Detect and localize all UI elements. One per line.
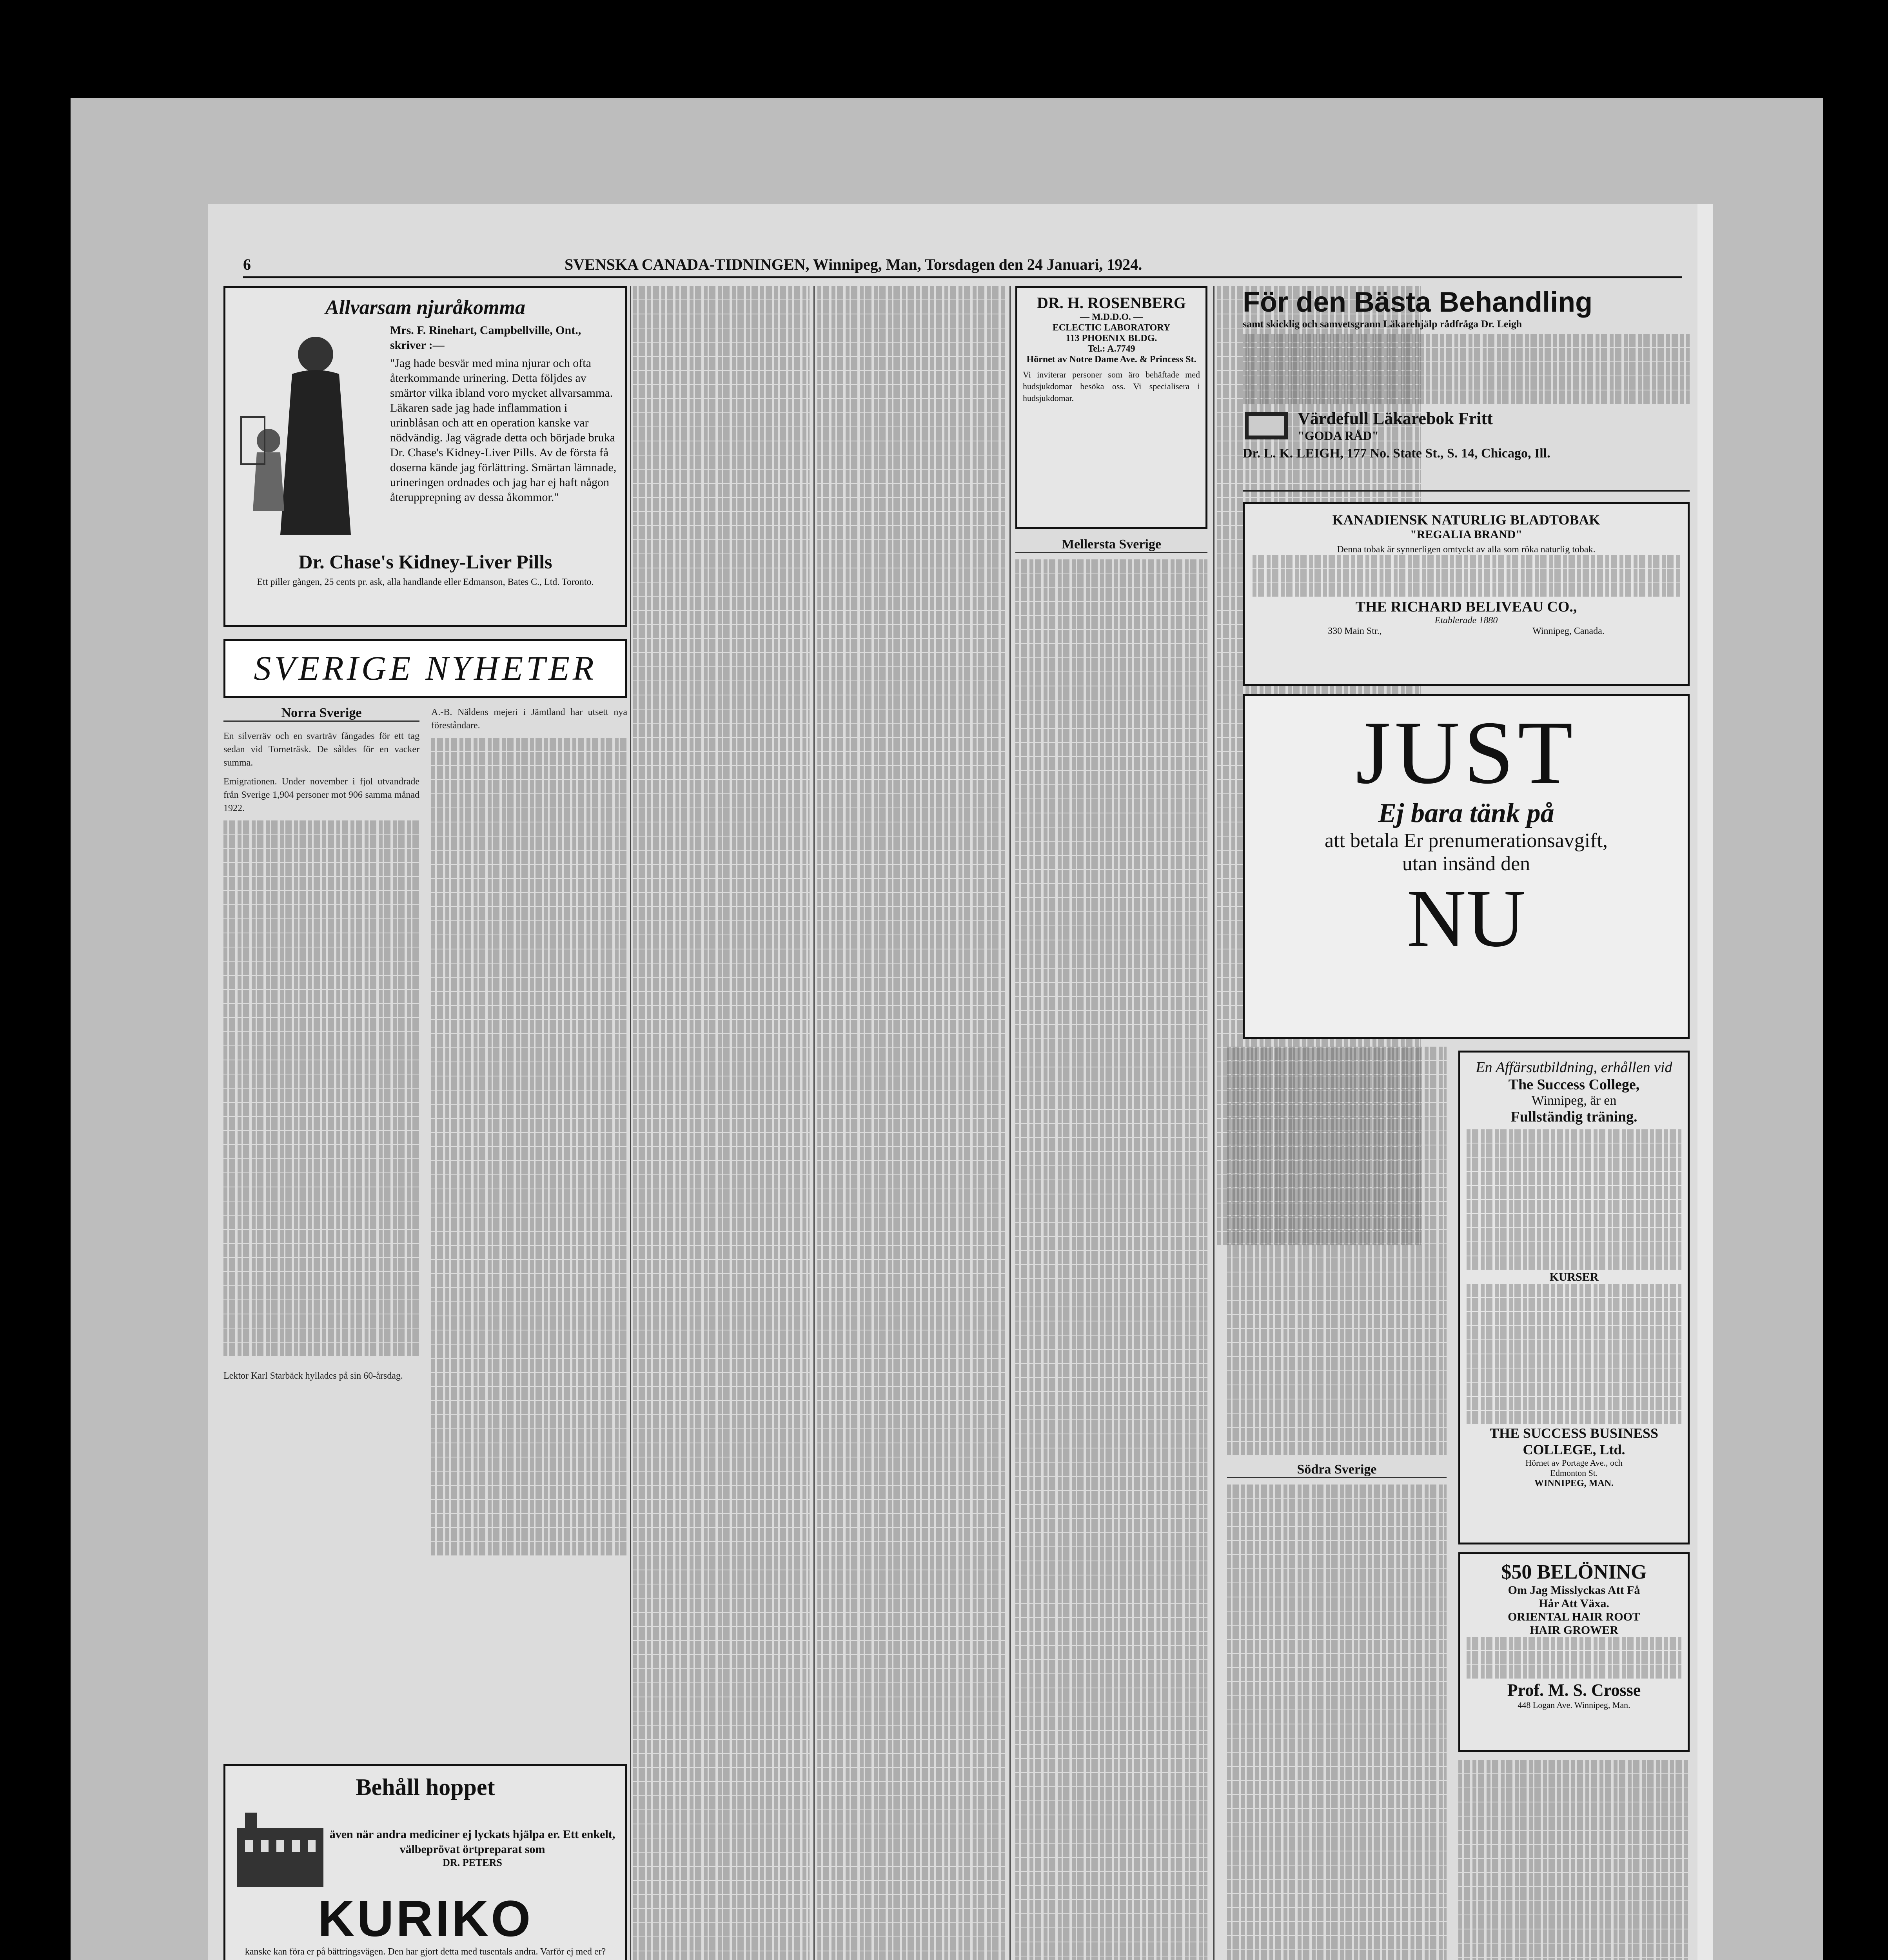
book-title: Värdefull Läkarebok Fritt	[1298, 409, 1493, 428]
address-line: WINNIPEG, MAN.	[1534, 1478, 1614, 1488]
section-heading: Norra Sverige	[223, 706, 419, 722]
woman-and-child-illustration	[233, 323, 382, 543]
news-column	[1458, 1760, 1690, 1960]
article-body	[1458, 1760, 1690, 1960]
ad-line: kanske kan föra er på bättringsvägen. Den har gjort detta med tusentals andra. Varför ej med er?	[245, 1947, 606, 1957]
rosenberg-ad	[1015, 286, 1207, 529]
degree: — M.D.D.O. —	[1080, 312, 1143, 322]
word-just: JUST	[1355, 702, 1577, 802]
tobacco-ad	[1243, 502, 1690, 686]
course-list	[1467, 1284, 1681, 1425]
page-number: 6	[243, 256, 251, 273]
company: THE RICHARD BELIVEAU CO.,	[1355, 599, 1577, 615]
doctor-name: DR. H. ROSENBERG	[1037, 294, 1186, 312]
product-name: ORIENTAL HAIR ROOT	[1508, 1610, 1640, 1623]
kuriko-ad	[223, 1764, 627, 1960]
ad-footer: Ett piller gången, 25 cents pr. ask, alla handlande eller Edmanson, Bates C., Ltd. Toronto.	[257, 577, 594, 587]
telephone: Tel.: A.7749	[1087, 344, 1135, 354]
ad-subtitle: samt skicklig och samvetsgrann Läkarehjälp rådfråga Dr. Leigh	[1243, 318, 1522, 330]
section-heading: Södra Sverige	[1227, 1462, 1447, 1478]
ad-headline: Behåll hoppet	[356, 1774, 495, 1800]
ad-body	[1467, 1637, 1681, 1680]
article-body	[1227, 1485, 1447, 1960]
newspaper-page	[208, 204, 1697, 1960]
article-body	[1227, 1047, 1447, 1458]
book-name: "GODA RÅD"	[1298, 428, 1379, 443]
established: Etablerade 1880	[1434, 615, 1498, 626]
courses-heading: KURSER	[1549, 1270, 1599, 1283]
leigh-ad	[1243, 286, 1690, 492]
news-column	[817, 286, 1006, 1960]
ad-line: Ej bara tänk på	[1378, 798, 1554, 828]
brand-name: KURIKO	[318, 1890, 533, 1947]
ad-sender: Mrs. F. Rinehart, Campbellville, Ont., skriver :—	[390, 324, 581, 352]
professor-name: Prof. M. S. Crosse	[1507, 1681, 1641, 1700]
ad-title: Allvarsam njuråkomma	[325, 296, 525, 319]
city: Winnipeg, Canada.	[1532, 626, 1605, 636]
ad-address: Dr. L. K. LEIGH, 177 No. State St., S. 14, Chicago, Ill.	[1243, 446, 1550, 461]
article-body	[431, 738, 627, 1561]
ad-title: KANADIENSK NATURLIG BLADTOBAK	[1332, 512, 1600, 528]
ad-title: $50 BELÖNING	[1501, 1561, 1647, 1583]
ad-city: Winnipeg, är en	[1531, 1093, 1617, 1108]
news-column	[633, 286, 810, 1960]
news-column	[1227, 1047, 1447, 1960]
book-icon	[1243, 410, 1290, 441]
news-paragraph: En silverräv och en svarträv fångades för ett tag sedan vid Torneträsk. De såldes för en vacker summa.	[223, 731, 419, 768]
college-name: The Success College,	[1508, 1076, 1640, 1093]
kidney-pills-ad	[223, 286, 627, 627]
news-paragraph: Emigrationen. Under november i fjol utvandrade från Sverige 1,904 personer mot 906 samma månad 1922.	[223, 777, 419, 813]
column-rule	[813, 286, 815, 1960]
ad-tagline: även när andra mediciner ej lyckats hjälpa er. Ett enkelt, välbeprövat örtpreparat som	[329, 1828, 615, 1856]
word-nu: NU	[1407, 873, 1526, 964]
article-body	[817, 286, 1006, 1960]
subscription-ad	[1243, 694, 1690, 1039]
ad-body	[1243, 334, 1690, 408]
news-column	[1015, 537, 1207, 1960]
ad-line: utan insänd den	[1402, 853, 1530, 875]
ad-line: Hår Att Växa.	[1539, 1597, 1609, 1610]
address: Hörnet av Notre Dame Ave. & Princess St.	[1026, 354, 1196, 365]
ad-doctor: DR. PETERS	[443, 1857, 502, 1868]
column-rule	[1213, 286, 1214, 1960]
ad-body	[1467, 1129, 1681, 1270]
masthead-title: SVENSKA CANADA-TIDNINGEN, Winnipeg, Man, Torsdagen den 24 Januari, 1924.	[565, 256, 1142, 273]
page-edge	[1697, 204, 1713, 1960]
section-heading: Mellersta Sverige	[1015, 537, 1207, 553]
column-rule	[1009, 286, 1011, 1960]
ad-tagline: Fullständig träning.	[1510, 1109, 1637, 1125]
news-paragraph: A.-B. Näldens mejeri i Jämtland har utsett nya föreståndare.	[431, 707, 627, 731]
ad-body: Vi inviterar personer som äro behäftade med hudsjukdomar besöka oss. Vi specialisera i hudsjukdomar.	[1023, 370, 1200, 403]
success-college-ad	[1458, 1051, 1690, 1544]
article-body	[633, 286, 810, 1960]
price-list	[1253, 555, 1680, 598]
article-body	[223, 820, 419, 1369]
hair-grower-ad	[1458, 1552, 1690, 1752]
building: 113 PHOENIX BLDG.	[1066, 333, 1157, 343]
ad-line: Om Jag Misslyckas Att Få	[1508, 1584, 1640, 1597]
brand: "REGALIA BRAND"	[1410, 528, 1522, 541]
address-line: Edmonton St.	[1550, 1468, 1598, 1478]
factory-illustration	[233, 1805, 327, 1891]
ad-address: 448 Logan Ave. Winnipeg, Man.	[1518, 1700, 1630, 1710]
product-name: Dr. Chase's Kidney-Liver Pills	[298, 551, 552, 573]
banner-text: SVERIGE NYHETER	[254, 649, 597, 688]
street: 330 Main Str.,	[1328, 626, 1382, 636]
address-line: Hörnet av Portage Ave., och	[1525, 1458, 1623, 1468]
news-column-right	[431, 706, 627, 1561]
ad-title: För den Bästa Behandling	[1243, 287, 1593, 318]
lab-name: ECLECTIC LABORATORY	[1052, 323, 1171, 333]
ad-body: "Jag hade besvär med mina njurar och ofta återkommande urinering. Detta följdes av smärtor vilka ibland voro mycket allvarsamma. Läkaren sade jag hade inflammation i urinblåsan och att en operation kanske var nödvändig. Jag vägrade detta och började bruka Dr. Chase's Kidney-Liver Pills. Av de första få doserna kände jag förlättring. Smärtan lämnade, urineringen ordnades och jag har ej haft någon återupprepning av dessa åkommor."	[390, 357, 617, 504]
news-column-left	[223, 706, 419, 1383]
ad-body: Denna tobak är synnerligen omtyckt av alla som röka naturlig tobak.	[1337, 544, 1596, 555]
product-name-2: HAIR GROWER	[1530, 1624, 1618, 1637]
sverige-nyheter-banner	[223, 639, 627, 698]
column-rule	[630, 286, 631, 1960]
ad-line: att betala Er prenumerationsavgift,	[1325, 829, 1608, 852]
article-body	[1015, 559, 1207, 1960]
masthead	[243, 253, 1682, 278]
news-paragraph: Lektor Karl Starbäck hyllades på sin 60-årsdag.	[223, 1371, 403, 1381]
school-name: THE SUCCESS BUSINESS COLLEGE, Ltd.	[1489, 1425, 1659, 1457]
ad-intro: En Affärsutbildning, erhållen vid	[1476, 1059, 1672, 1076]
